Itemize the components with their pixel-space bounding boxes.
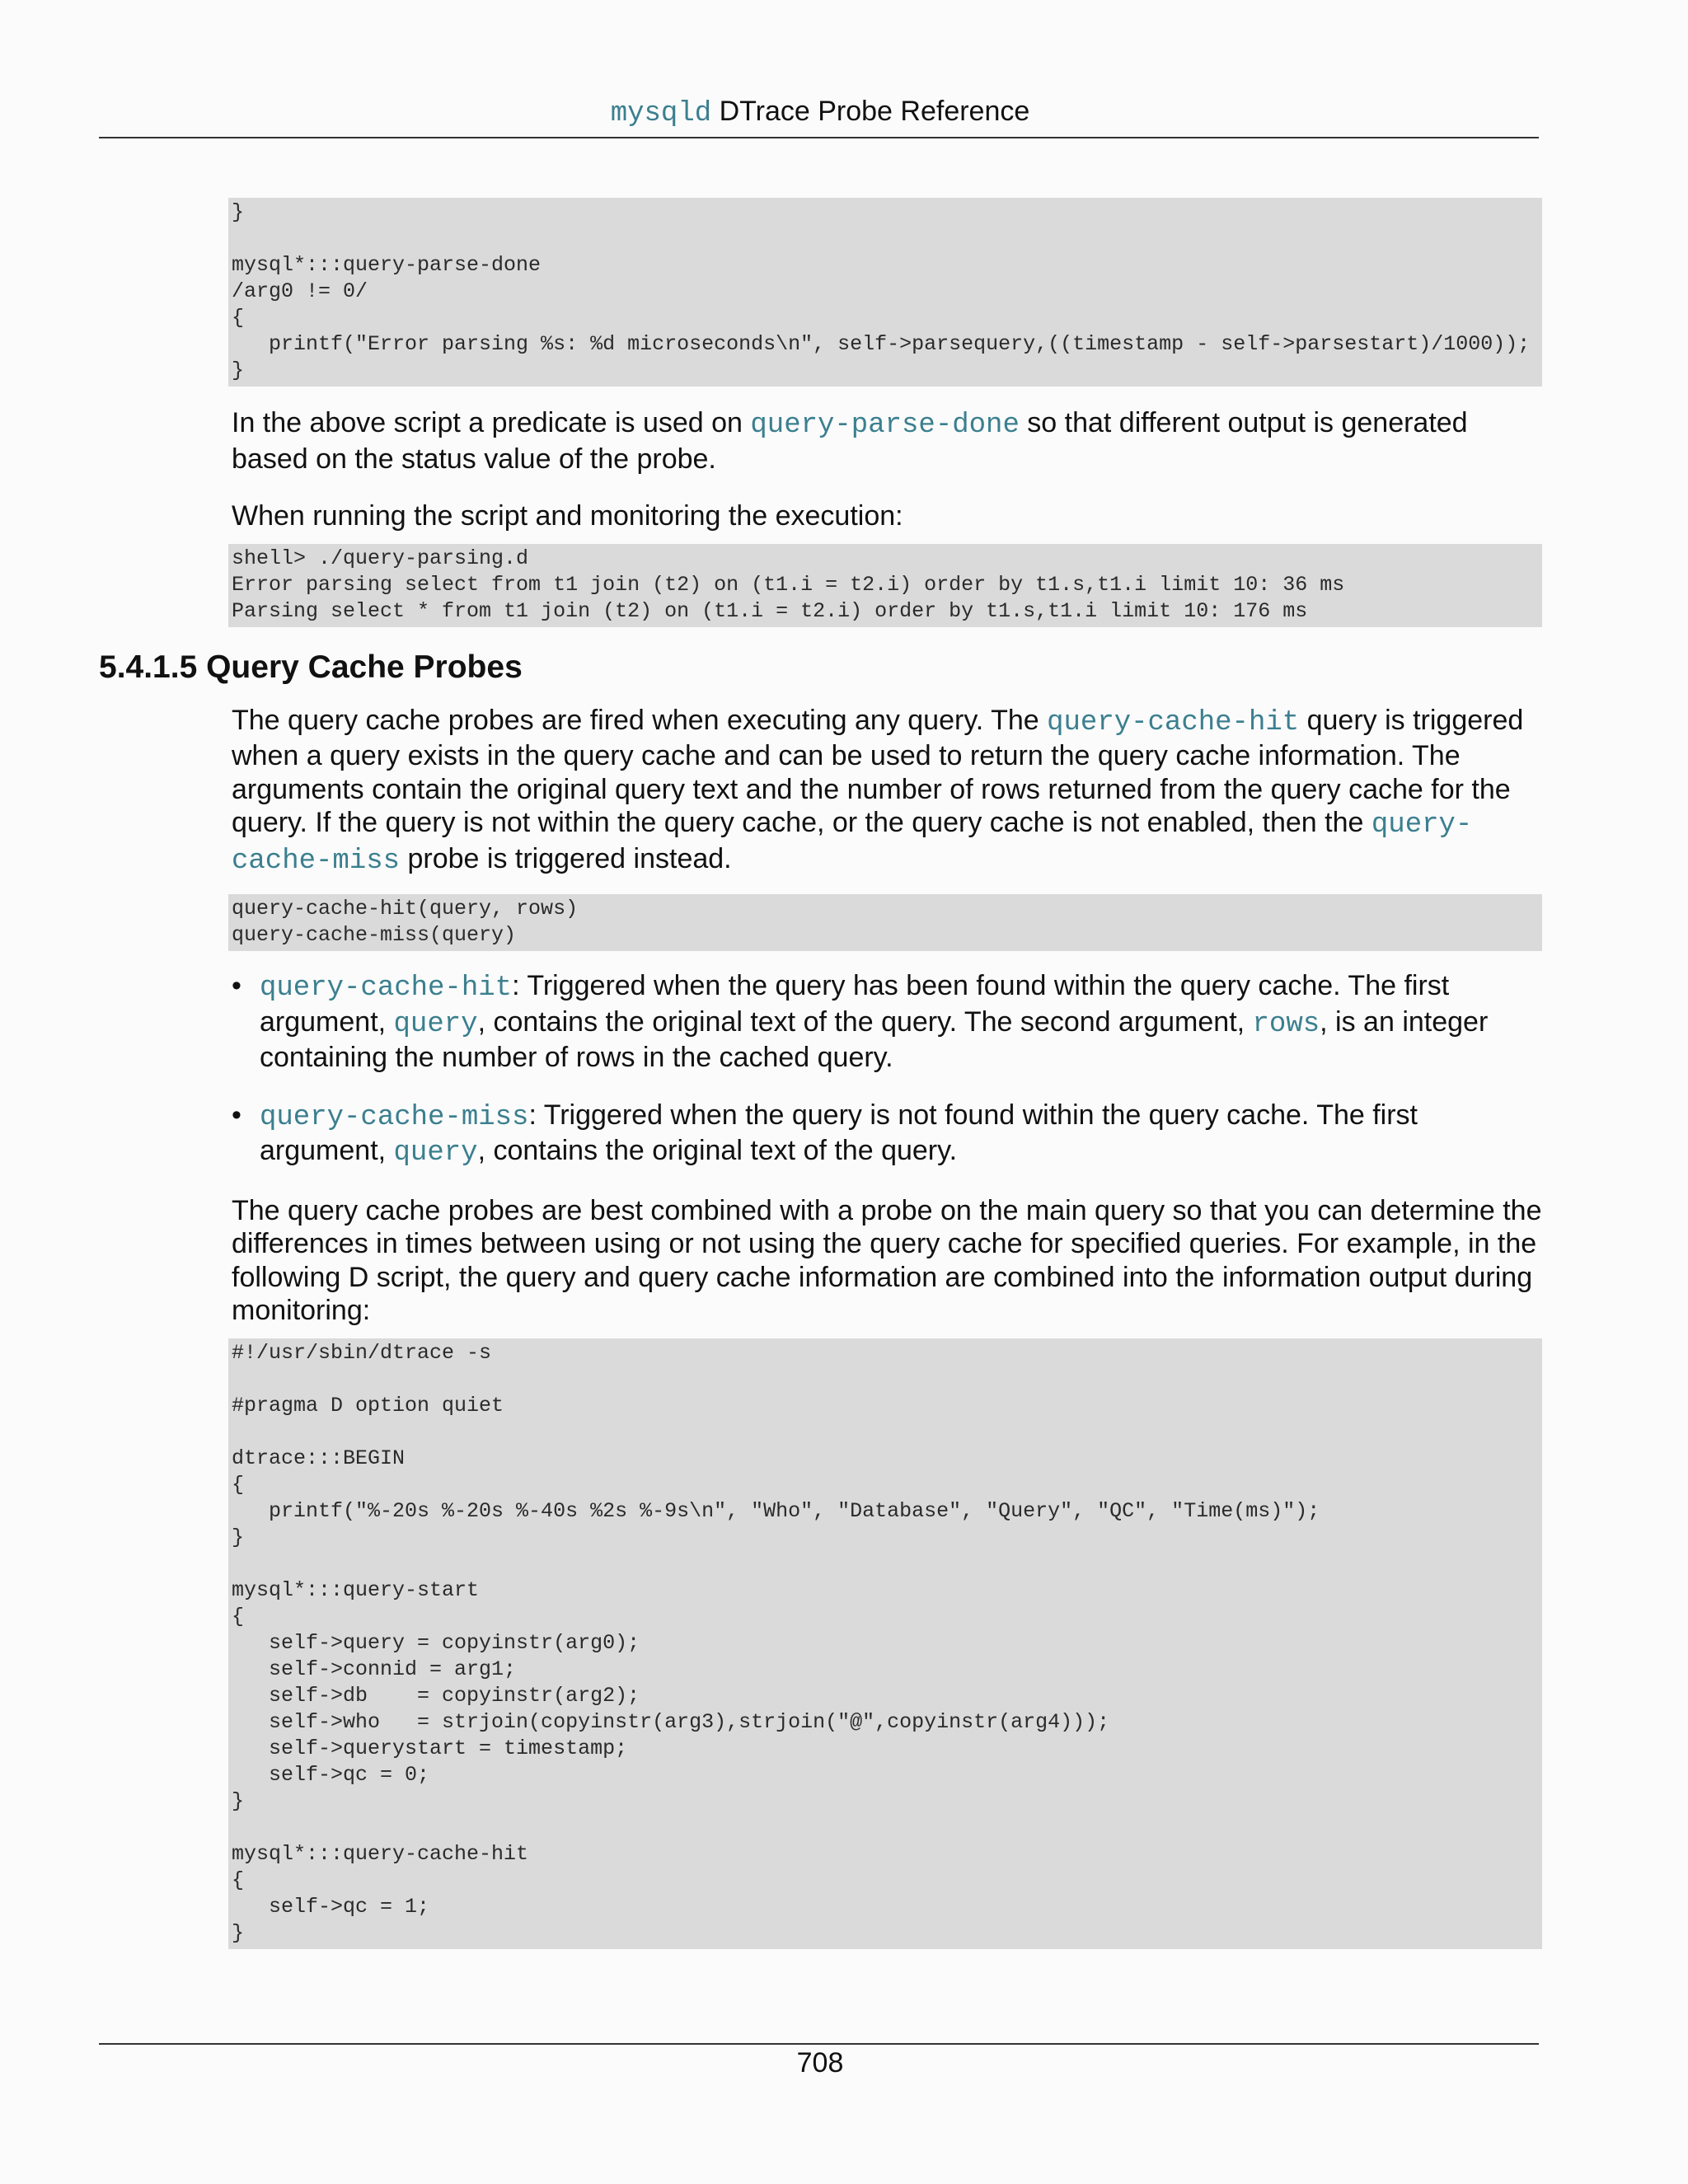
link-query-cache-hit[interactable]: query-cache-hit	[260, 972, 513, 1004]
text: probe is triggered instead.	[400, 842, 732, 874]
probe-list	[232, 969, 1542, 1170]
text: , contains the original text of the query.	[477, 1135, 958, 1166]
page-number: 708	[796, 2047, 844, 2079]
code-block-dtrace-script: #!/usr/sbin/dtrace -s #pragma D option quiet dtrace:::BEGIN { printf("%-20s %-20s %-40s %2s %-9s\n", "Who", "Database", "Query", "QC", "Time(ms)"); } mysql*:::query-start { self->query = copyinstr(arg0); self->connid = arg1; self->db = copyinstr(arg2); self->who = strjoin(copyinstr(arg3),strjoin("@",copyinstr(arg4))); self->querystart = timestamp; self->qc = 0; } mysql*:::query-cache-hit { self->qc = 1; }	[228, 1338, 1542, 1949]
text: , contains the original text of the query. The second argument,	[477, 1005, 1253, 1038]
page-header	[0, 96, 1640, 129]
link-query-cache-miss[interactable]: query-cache-miss	[260, 1101, 529, 1133]
link-query-cache-hit[interactable]: query-cache-hit	[1047, 706, 1300, 738]
link-query[interactable]: query	[393, 1137, 478, 1169]
link-query-cache-miss[interactable]: query-cache-miss	[232, 809, 1473, 877]
section-heading: 5.4.1.5 Query Cache Probes	[99, 649, 523, 685]
header-rule	[99, 137, 1539, 138]
page-content	[0, 198, 1688, 1949]
paragraph-query-cache-intro	[232, 704, 1542, 879]
link-rows[interactable]: rows	[1252, 1008, 1320, 1040]
code-block-probe-signatures: query-cache-hit(query, rows) query-cache-miss(query)	[228, 894, 1542, 951]
paragraph-predicate	[232, 406, 1542, 476]
text: query is triggered when a query exists in the query cache and can be used to return the query cache information. The arguments contain the original query text and the number of rows returned from the query cache for the query. If the query is not within the query cache, or the query cache is not enabled, then the	[232, 704, 1524, 838]
text: : Triggered when the query has been found within the query cache. The first argument,	[260, 970, 1450, 1038]
header-title: DTrace Probe Reference	[711, 96, 1030, 127]
text: so that different output is generated based on the status value of the probe.	[232, 407, 1468, 475]
bullet-icon: •	[232, 1099, 241, 1131]
link-query-parse-done[interactable]: query-parse-done	[750, 410, 1020, 441]
text: : Triggered when the query is not found within the query cache. The first argument,	[260, 1099, 1418, 1166]
footer-rule	[99, 2043, 1539, 2045]
code-block-shell-output: shell> ./query-parsing.d Error parsing select from t1 join (t2) on (t1.i = t2.i) order by t1.s,t1.i limit 10: 36 ms Parsing select * from t1 join (t2) on (t1.i = t2.i) order by t1.s,t1.i limit 10: 176 ms	[228, 544, 1542, 627]
header-code-term: mysqld	[610, 98, 712, 129]
code-block-query-parse-done: } mysql*:::query-parse-done /arg0 != 0/ { printf("Error parsing %s: %d microseconds\n", self->parsequery,((timestamp - self->parsestart)/1000)); }	[228, 198, 1542, 387]
list-item	[232, 969, 1542, 1075]
bullet-icon: •	[232, 970, 241, 1001]
list-item	[232, 1099, 1542, 1170]
text: In the above script a predicate is used on	[232, 407, 751, 438]
paragraph-running-script: When running the script and monitoring the execution:	[232, 500, 903, 532]
link-query[interactable]: query	[393, 1008, 478, 1040]
page-footer	[0, 2047, 1640, 2079]
text: , is an integer containing the number of rows in the cached query.	[260, 1005, 1489, 1073]
text: The query cache probes are fired when executing any query. The	[232, 704, 1048, 736]
paragraph-combined-probes: The query cache probes are best combined with a probe on the main query so that you can determine the differences in times between using or not using the query cache for specified queries. For example, in the following D script, the query and query cache information are combined into the information output during monitoring:	[232, 1194, 1542, 1326]
